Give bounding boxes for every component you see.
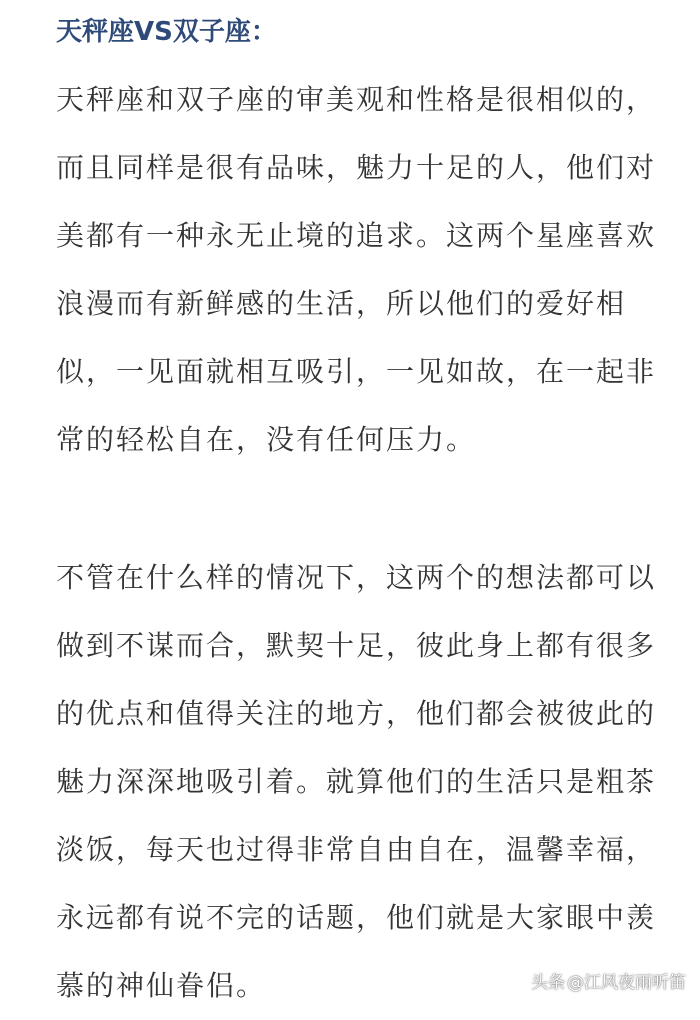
paragraph-line: 淡饭，每天也过得非常自由自在，温馨幸福， bbox=[56, 833, 657, 866]
paragraph-line: 常的轻松自在，没有任何压力。 bbox=[56, 423, 477, 456]
paragraph-line: 似，一见面就相互吸引，一见如故，在一起非 bbox=[56, 355, 657, 388]
watermark-platform: 头条 bbox=[531, 972, 565, 993]
article-title: 天秤座VS双子座： bbox=[56, 17, 277, 47]
paragraph-line: 慕的神仙眷侣。 bbox=[56, 969, 267, 1002]
source-watermark bbox=[531, 965, 686, 995]
paragraph-line: 的优点和值得关注的地方，他们都会被彼此的 bbox=[56, 697, 657, 730]
paragraph-line: 而且同样是很有品味，魅力十足的人，他们对 bbox=[56, 151, 657, 184]
paragraph-line: 做到不谋而合，默契十足，彼此身上都有很多 bbox=[56, 629, 657, 662]
paragraph-line: 美都有一种永无止境的追求。这两个星座喜欢 bbox=[56, 219, 657, 252]
paragraph-line: 魅力深深地吸引着。就算他们的生活只是粗茶 bbox=[56, 765, 657, 798]
paragraph-line: 不管在什么样的情况下，这两个的想法都可以 bbox=[56, 561, 657, 594]
paragraph-line: 天秤座和双子座的审美观和性格是很相似的， bbox=[56, 83, 657, 116]
paragraph-2 bbox=[56, 544, 656, 1020]
paragraph-line: 浪漫而有新鲜感的生活，所以他们的爱好相 bbox=[56, 287, 627, 320]
paragraph-1 bbox=[56, 66, 656, 474]
paragraph-line: 永远都有说不完的话题，他们就是大家眼中羡 bbox=[56, 901, 657, 934]
watermark-author: @江风夜雨听笛 bbox=[567, 972, 686, 993]
